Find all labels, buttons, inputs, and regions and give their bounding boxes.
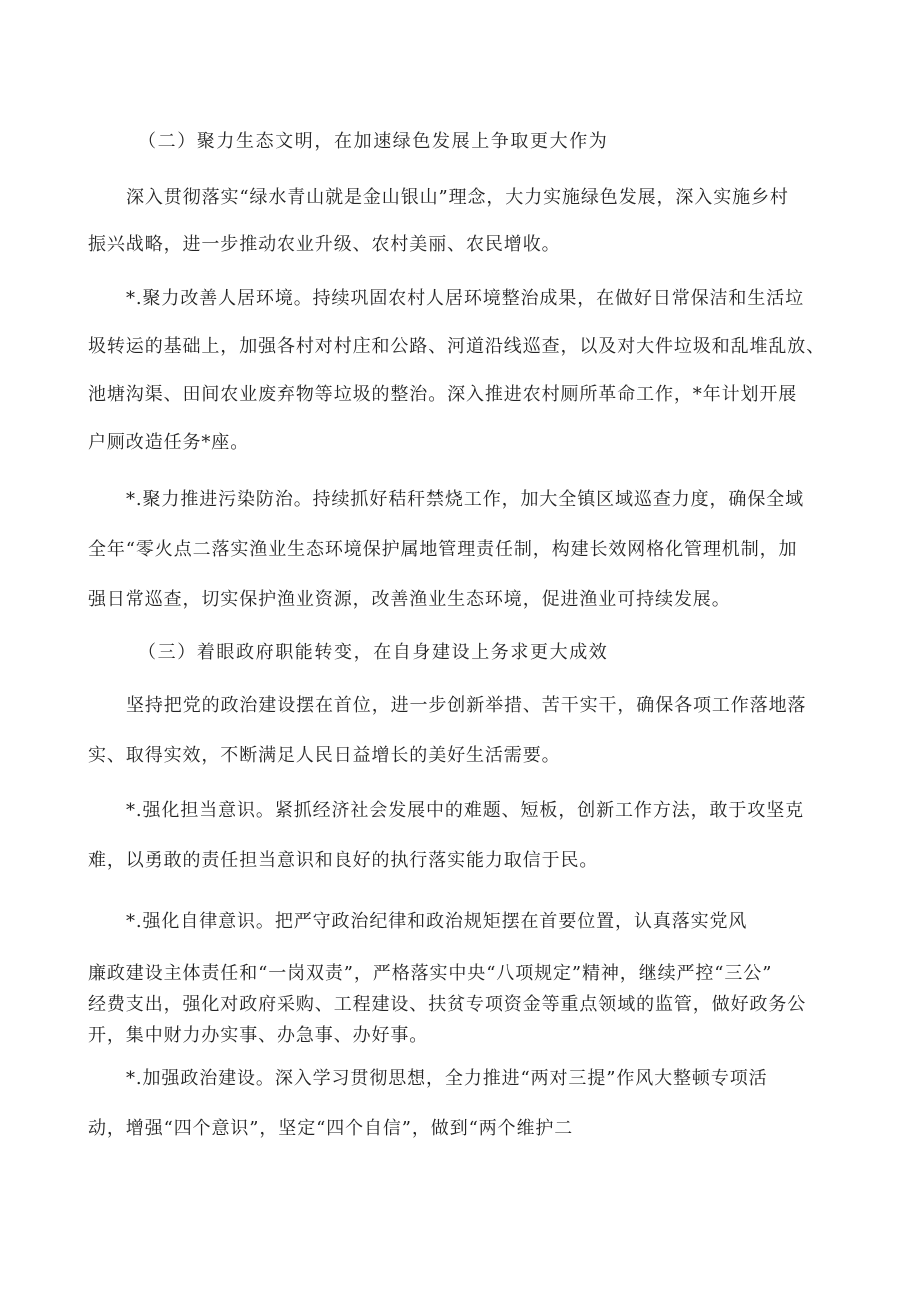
section-3-intro-line-1: 坚持把党的政治建设摆在首位，进一步创新举措、苦干实干，确保各项工作落地落: [126, 695, 807, 716]
section-3-item-1-line-2: 难，以勇敢的责任担当意识和良好的执行落实能力取信于民。: [88, 850, 599, 871]
section-3-item-2-line-1: *.强化自律意识。把严守政治纪律和政治规矩摆在首要位置，认真落实党风: [126, 911, 748, 932]
section-2-item-2-line-2: 全年“零火点二落实渔业生态环境保护属地管理责任制，构建长效网格化管理机制，加: [88, 539, 798, 560]
section-3-item-2-line-3: 经费支出，强化对政府采购、工程建设、扶贫专项资金等重点领域的监管，做好政务公: [88, 994, 807, 1015]
section-3-item-3-line-2: 动，增强“四个意识”，坚定“四个自信”，做到“两个维护二: [88, 1118, 574, 1139]
section-2-intro-line-2: 振兴战略，进一步推动农业升级、农村美丽、农民增收。: [88, 234, 561, 255]
section-2-item-2-line-3: 强日常巡查，切实保护渔业资源，改善渔业生态环境，促进渔业可持续发展。: [88, 589, 731, 610]
section-3-heading: （三）着眼政府职能转变，在自身建设上务求更大成效: [138, 642, 609, 663]
section-3-intro-line-2: 实、取得实效，不断满足人民日益增长的美好生活需要。: [88, 745, 561, 766]
section-2-heading: （二）聚力生态文明，在加速绿色发展上争取更大作为: [138, 131, 609, 152]
section-2-intro-line-1: 深入贯彻落实“绿水青山就是金山银山”理念，大力实施绿色发展，深入实施乡村: [126, 187, 789, 208]
section-3-item-2-line-4: 开，集中财力办实事、办急事、办好事。: [88, 1025, 429, 1046]
section-2-item-1-line-1: *.聚力改善人居环境。持续巩固农村人居环境整治成果，在做好日常保洁和生活垃: [126, 288, 805, 309]
section-3-item-1-line-1: *.强化担当意识。紧抓经济社会发展中的难题、短板，创新工作方法，敢于攻坚克: [126, 800, 805, 821]
section-3-item-3-line-1: *.加强政治建设。深入学习贯彻思想，全力推进“两对三提”作风大整顿专项活: [126, 1068, 768, 1089]
section-2-item-1-line-4: 户厕改造任务*座。: [88, 432, 250, 453]
section-2-item-2-line-1: *.聚力推进污染防治。持续抓好秸秆禁烧工作，加大全镇区域巡查力度，确保全域: [126, 489, 805, 510]
section-3-item-2-line-2: 廉政建设主体责任和“一岗双责”，严格落实中央“八项规定”精神，继续严控“三公”: [88, 963, 773, 984]
section-2-item-1-line-2: 圾转运的基础上，加强各村对村庄和公路、河道沿线巡查，以及对大件垃圾和乱堆乱放、: [88, 336, 826, 357]
section-2-item-1-line-3: 池塘沟渠、田间农业废弃物等垃圾的整治。深入推进农村厕所革命工作，*年计划开展: [88, 384, 798, 405]
